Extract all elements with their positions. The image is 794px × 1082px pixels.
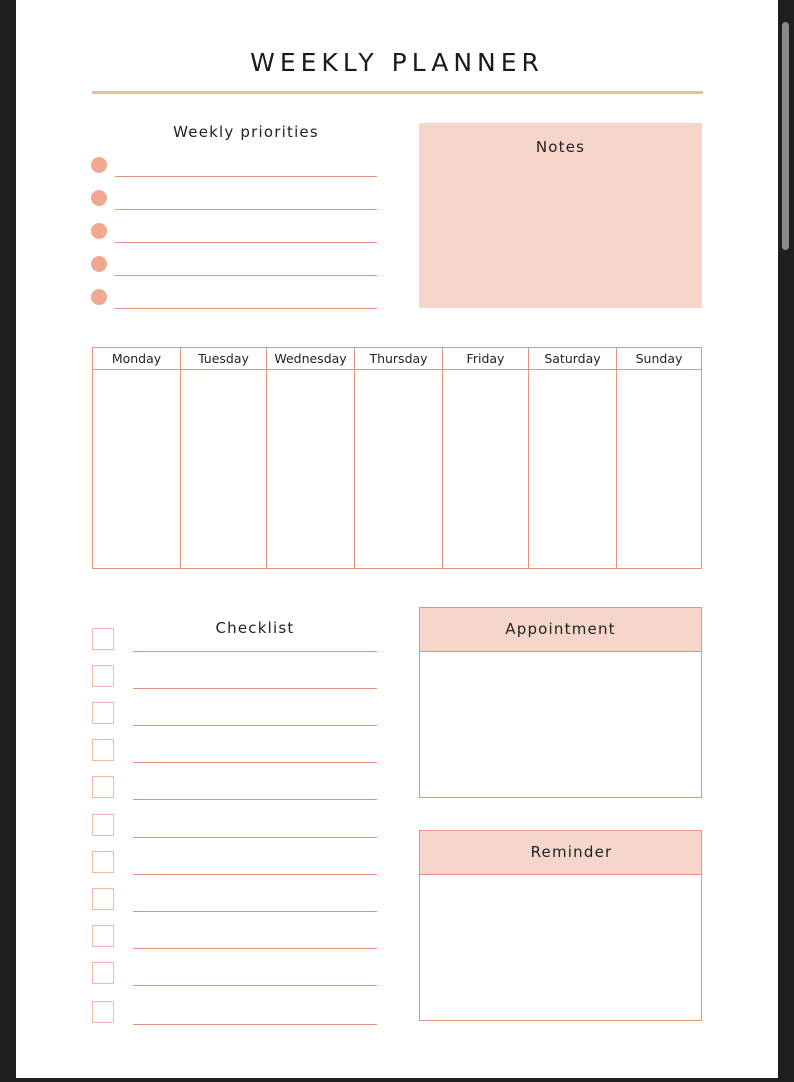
checklist-line[interactable]: [133, 688, 377, 689]
notes-heading: Notes: [535, 138, 586, 156]
checklist-line[interactable]: [133, 837, 377, 838]
appointment-heading: Appointment: [420, 608, 701, 652]
checklist-checkbox[interactable]: [92, 925, 114, 947]
day-header: Thursday: [355, 348, 442, 370]
priority-bullet: [91, 190, 107, 206]
priority-line[interactable]: [115, 275, 377, 276]
checklist-checkbox[interactable]: [92, 776, 114, 798]
checklist-heading: Checklist: [215, 619, 295, 637]
priorities-heading: Weekly priorities: [173, 123, 319, 141]
scrollbar[interactable]: [779, 0, 794, 1082]
checklist-checkbox[interactable]: [92, 702, 114, 724]
reminder-heading: Reminder: [420, 831, 701, 875]
day-column-saturday[interactable]: [528, 348, 616, 568]
day-column-thursday[interactable]: [354, 348, 442, 568]
day-header: Monday: [93, 348, 180, 370]
checklist-line[interactable]: [133, 1024, 377, 1025]
checklist-checkbox[interactable]: [92, 739, 114, 761]
priority-bullet: [91, 223, 107, 239]
checklist-line[interactable]: [133, 651, 377, 652]
notes-box[interactable]: [419, 123, 702, 308]
checklist-checkbox[interactable]: [92, 962, 114, 984]
checklist-line[interactable]: [133, 985, 377, 986]
priority-line[interactable]: [115, 209, 377, 210]
planner-page: [16, 0, 778, 1078]
priority-line[interactable]: [115, 242, 377, 243]
week-table: [92, 347, 702, 569]
scrollbar-thumb[interactable]: [782, 22, 789, 250]
checklist-line[interactable]: [133, 762, 377, 763]
checklist-checkbox[interactable]: [92, 888, 114, 910]
checklist-line[interactable]: [133, 799, 377, 800]
priority-bullet: [91, 289, 107, 305]
day-column-monday[interactable]: [93, 348, 180, 568]
day-column-sunday[interactable]: [616, 348, 701, 568]
priority-bullet: [91, 157, 107, 173]
checklist-checkbox[interactable]: [92, 665, 114, 687]
reminder-box[interactable]: [419, 830, 702, 1021]
priority-line[interactable]: [115, 176, 377, 177]
checklist-checkbox[interactable]: [92, 814, 114, 836]
day-header: Tuesday: [181, 348, 266, 370]
priority-bullet: [91, 256, 107, 272]
checklist-line[interactable]: [133, 948, 377, 949]
day-header: Friday: [443, 348, 528, 370]
checklist-checkbox[interactable]: [92, 628, 114, 650]
title-divider: [92, 91, 703, 94]
day-header: Saturday: [529, 348, 616, 370]
day-header: Sunday: [617, 348, 701, 370]
day-column-tuesday[interactable]: [180, 348, 266, 568]
page-title: WEEKLY PLANNER: [250, 48, 544, 77]
checklist-line[interactable]: [133, 911, 377, 912]
checklist-line[interactable]: [133, 874, 377, 875]
priority-line[interactable]: [115, 308, 377, 309]
checklist-line[interactable]: [133, 725, 377, 726]
checklist-checkbox[interactable]: [92, 851, 114, 873]
checklist-checkbox[interactable]: [92, 1001, 114, 1023]
day-header: Wednesday: [267, 348, 354, 370]
appointment-box[interactable]: [419, 607, 702, 798]
day-column-wednesday[interactable]: [266, 348, 354, 568]
day-column-friday[interactable]: [442, 348, 528, 568]
